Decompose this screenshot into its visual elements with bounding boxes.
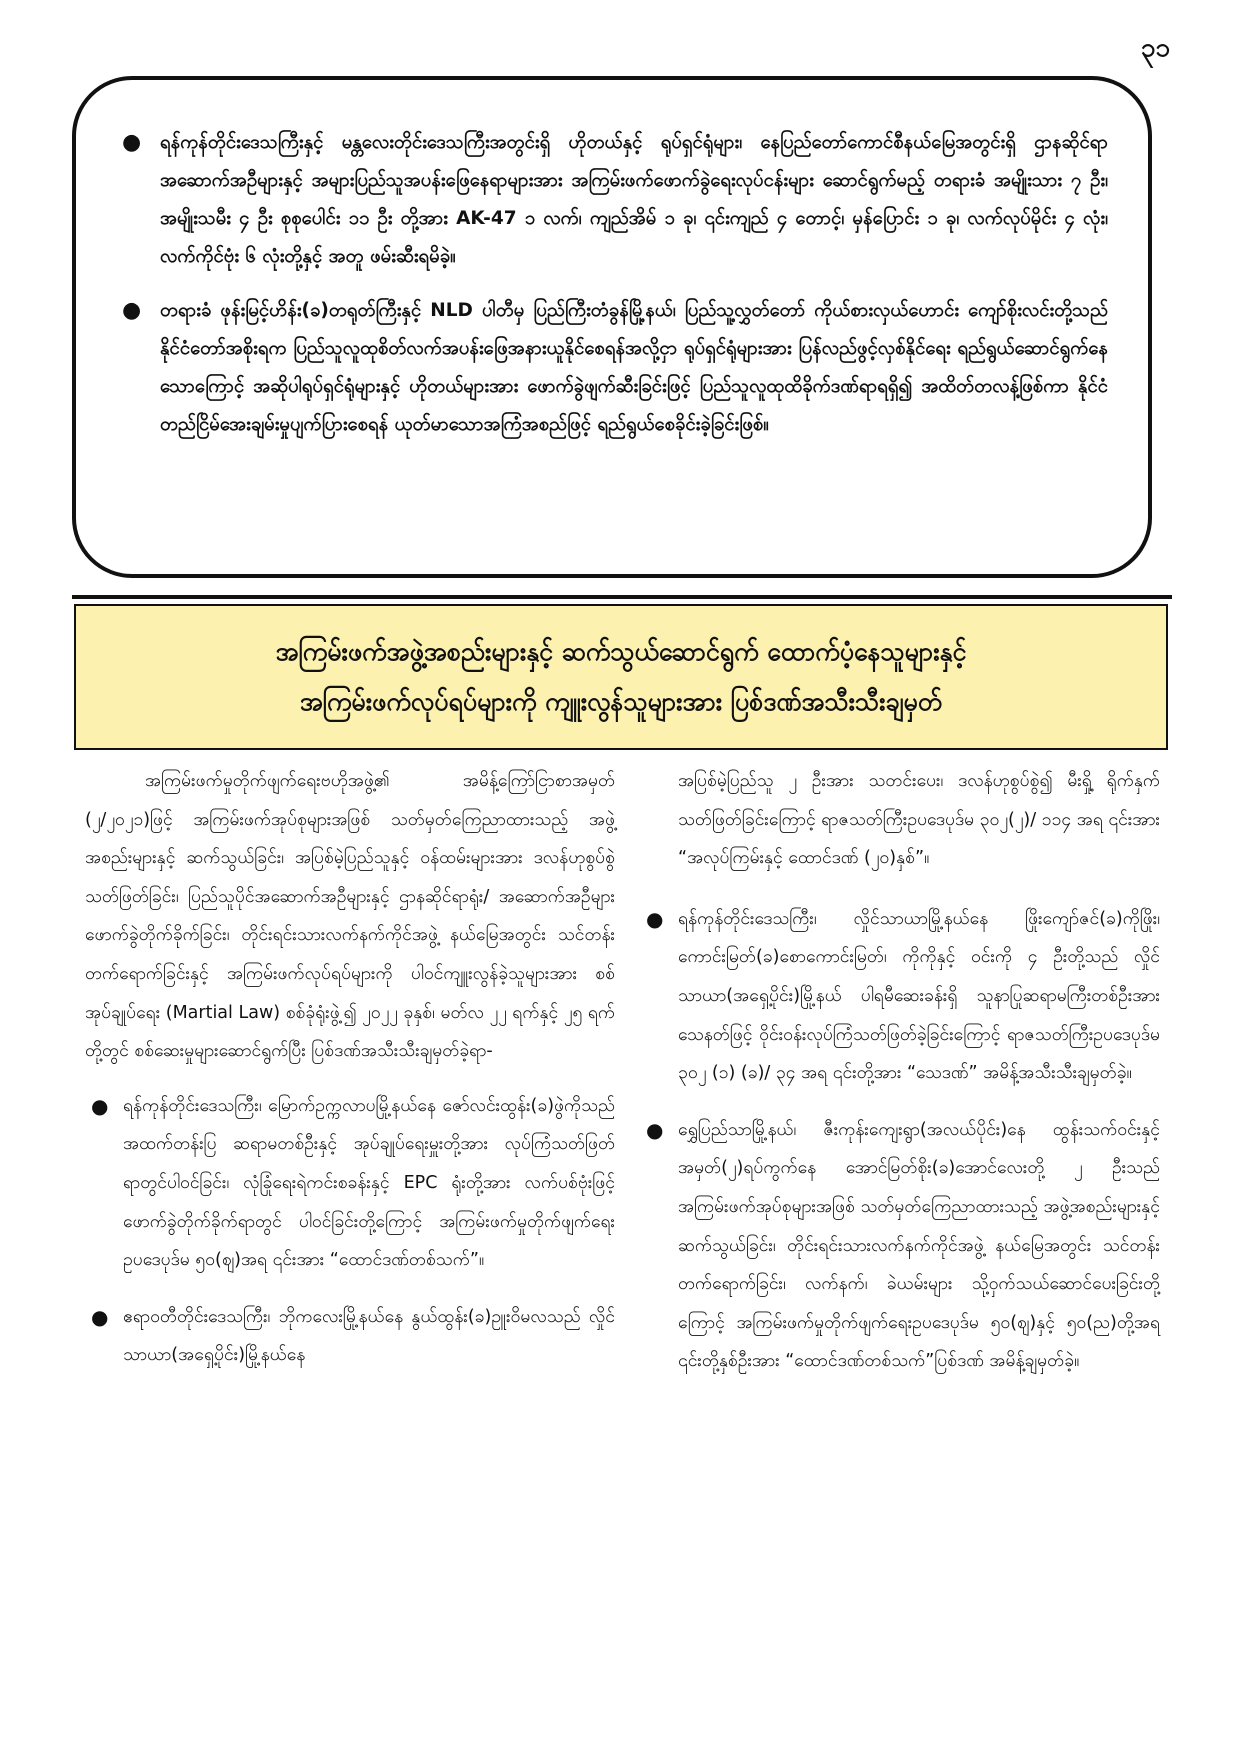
bullet-icon: ●: [122, 298, 142, 323]
bullet-icon: ●: [122, 130, 142, 155]
callout-item-text: ရန်ကုန်တိုင်းဒေသကြီးနှင့် မန္တလေးတိုင်းဒေသကြီးအတွင်းရှိ ဟိုတယ်နှင့် ရုပ်ရှင်ရုံများ၊ နေပြည်တော်ကောင်စီနယ်မြေအတွင်းရှိ ဌာနဆိုင်ရာ အဆောက်အဦများနှင့် အများပြည်သူအပန်းဖြေနေရာများအား အကြမ်းဖက်ဖောက်ခွဲရေးလုပ်ငန်းများ ဆောင်ရွက်မည့် တရားခံ အမျိုးသား ၇ ဦး၊ အမျိုးသမီး ၄ ဦး စုစုပေါင်း ၁၁ ဦး တို့အား AK-47 ၁ လက်၊ ကျည်အိမ် ၁ ခု၊ ၎င်းကျည် ၄ တောင့်၊ မှန်ပြောင်း ၁ ခု၊ လက်လုပ်မိုင်း ၄ လုံး၊ လက်ကိုင်ဗုံး ၆ လုံးတို့နှင့် အတူ ဖမ်းဆီးရမိခဲ့။: [160, 132, 1108, 267]
callout-item: [116, 292, 1108, 444]
continued-paragraph: အပြစ်မဲ့ပြည်သူ ၂ ဦးအား သတင်းပေး၊ ဒလန်ဟုစွပ်စွဲ၍ မီးရှို့ ရိုက်နှက်သတ်ဖြတ်ခြင်းကြောင့် ရာဇသတ်ကြီးဥပဒေပုဒ်မ ၃၀၂(၂)/ ၁၁၄ အရ ၎င်းအား “အလုပ်ကြမ်းနှင့် ထောင်ဒဏ် (၂၀)နှစ်”။: [678, 771, 1160, 869]
right-list: [640, 900, 1160, 1381]
callout-item-text: တရားခံ ဖုန်းမြင့်ဟိန်း(ခ)တရုတ်ကြီးနှင့် NLD ပါတီမှ ပြည်ကြီးတံခွန်မြို့နယ်၊ ပြည်သူ့လွှတ်တော် ကိုယ်စားလှယ်ဟောင်း ကျော်စိုးလင်းတို့သည် နိုင်ငံတော်အစိုးရက ပြည်သူလူထုစိတ်လက်အပန်းဖြေအနားယူနိုင်စေရန်အလို့ငှာ ရုပ်ရှင်ရုံများအား ပြန်လည်ဖွင့်လှစ်နိုင်ရေး ရည်ရွယ်ဆောင်ရွက်နေသောကြောင့် အဆိုပါရုပ်ရှင်ရုံများနှင့် ဟိုတယ်များအား ဖောက်ခွဲဖျက်ဆီးခြင်းဖြင့် ပြည်သူလူထုထိခိုက်ဒဏ်ရာရရှိ၍ အထိတ်တလန့်ဖြစ်ကာ နိုင်ငံတည်ငြိမ်အေးချမ်းမှုပျက်ပြားစေရန် ယုတ်မာသောအကြံအစည်ဖြင့် ရည်ရွယ်စေခိုင်းခဲ့ခြင်းဖြစ်။: [160, 300, 1108, 435]
list-item-text: ရန်ကုန်တိုင်းဒေသကြီး၊ မြောက်ဥက္ကလာပမြို့နယ်နေ ဇော်လင်းထွန်း(ခ)ဖွဲကိုသည် အထက်တန်းပြ ဆရာမတစ်ဦးနှင့် အုပ်ချုပ်ရေးမှူးတို့အား လုပ်ကြံသတ်ဖြတ်ရာတွင်ပါဝင်ခြင်း၊ လုံခြုံရေးရဲကင်းစခန်းနှင့် EPC ရုံးတို့အား လက်ပစ်ဗုံးဖြင့် ဖောက်ခွဲတိုက်ခိုက်ရာတွင် ပါဝင်ခြင်းတို့ကြောင့် အကြမ်းဖက်မှုတိုက်ဖျက်ရေး ဥပဒေပုဒ်မ ၅၀(ဈ)အရ ၎င်းအား “ထောင်ဒဏ်တစ်သက်”။: [123, 1095, 615, 1271]
heading-line-1: အကြမ်းဖက်အဖွဲ့အစည်းများနှင့် ဆက်သွယ်ဆောင်ရွက် ထောက်ပံ့နေသူများနှင့်: [275, 637, 967, 666]
list-item: [85, 1298, 615, 1375]
callout-list: [116, 124, 1108, 444]
right-column: [640, 762, 1160, 1399]
callout-box: [72, 76, 1152, 578]
intro-paragraph: အကြမ်းဖက်မှုတိုက်ဖျက်ရေးဗဟိုအဖွဲ့၏ အမိန့်ကြော်ငြာစာအမှတ် (၂/၂၀၂၁)ဖြင့် အကြမ်းဖက်အုပ်စုများအဖြစ် သတ်မှတ်ကြေညာထားသည့် အဖွဲ့အစည်းများနှင့် ဆက်သွယ်ခြင်း၊ အပြစ်မဲ့ပြည်သူနှင့် ဝန်ထမ်းများအား ဒလန်ဟုစွပ်စွဲသတ်ဖြတ်ခြင်း၊ ပြည်သူပိုင်အဆောက်အဦများနှင့် ဌာနဆိုင်ရာရုံး/ အဆောက်အဦများ ဖောက်ခွဲတိုက်ခိုက်ခြင်း၊ တိုင်းရင်းသားလက်နက်ကိုင်အဖွဲ့ နယ်မြေအတွင်း သင်တန်းတက်ရောက်ခြင်းနှင့် အကြမ်းဖက်လုပ်ရပ်များကို ပါဝင်ကျူးလွန်ခဲ့သူများအား စစ်အုပ်ချုပ်ရေး (Martial Law) စစ်ခုံရုံးဖွဲ့၍ ၂၀၂၂ ခုနှစ်၊ မတ်လ ၂၂ ရက်နှင့် ၂၅ ရက်တို့တွင် စစ်ဆေးမှုများဆောင်ရွက်ပြီး ပြစ်ဒဏ်အသီးသီးချမှတ်ခဲ့ရာ-: [85, 771, 615, 1062]
section-divider: [72, 595, 1172, 599]
list-item-text: ဧရာဝတီတိုင်းဒေသကြီး၊ ဘိုကလေးမြို့နယ်နေ နွယ်ထွန်း(ခ)ဥူးဝိမလသည် လှိုင်သာယာ(အရှေ့ပိုင်း)မြို့နယ်နေ: [123, 1306, 615, 1366]
section-heading: [74, 604, 1168, 750]
callout-item: [116, 124, 1108, 276]
list-item: [640, 900, 1160, 1093]
bullet-icon: ●: [646, 906, 664, 931]
left-column: [85, 762, 615, 1393]
page-number: ၃၁: [1140, 33, 1170, 63]
bullet-icon: ●: [91, 1093, 109, 1118]
left-list: [85, 1087, 615, 1375]
list-item-text: ရွှေပြည်သာမြို့နယ်၊ ဇီးကုန်းကျေးရွာ(အလယ်ပိုင်း)နေ ထွန်းသက်ဝင်းနှင့် အမှတ်(၂)ရပ်ကွက်နေ အောင်မြတ်စိုး(ခ)အောင်လေးတို့ ၂ ဦးသည် အကြမ်းဖက်အုပ်စုများအဖြစ် သတ်မှတ်ကြေညာထားသည့် အဖွဲ့အစည်းများနှင့် ဆက်သွယ်ခြင်း၊ တိုင်းရင်းသားလက်နက်ကိုင်အဖွဲ့ နယ်မြေအတွင်း သင်တန်းတက်ရောက်ခြင်း၊ လက်နက်၊ ခဲယမ်းများ သို့ဝှက်သယ်ဆောင်ပေးခြင်းတို့ကြောင့် အကြမ်းဖက်မှုတိုက်ဖျက်ရေးဥပဒေပုဒ်မ ၅၀(ဈ)နှင့် ၅၀(ည)တို့အရ ၎င်းတို့နှစ်ဦးအား “ထောင်ဒဏ်တစ်သက်”ပြစ်ဒဏ် အမိန့်ချမှတ်ခဲ့။: [678, 1119, 1160, 1372]
bullet-icon: ●: [91, 1304, 109, 1329]
list-item-text: ရန်ကုန်တိုင်းဒေသကြီး၊ လှိုင်သာယာမြို့နယ်နေ ဖြိုးကျော်ဇင်(ခ)ကိုဖြိုး၊ ကောင်းမြတ်(ခ)စောကောင်းမြတ်၊ ကိုကိုနှင့် ဝင်းကို ၄ ဦးတို့သည် လှိုင်သာယာ(အရှေ့ပိုင်း)မြို့နယ် ပါရမီဆေးခန်းရှိ သူနာပြုဆရာမကြီးတစ်ဦးအား သေနတ်ဖြင့် ဝိုင်းဝန်းလုပ်ကြံသတ်ဖြတ်ခဲ့ခြင်းကြောင့် ရာဇသတ်ကြီးဥပဒေပုဒ်မ ၃၀၂ (၁) (ခ)/ ၃၄ အရ ၎င်းတို့အား “သေဒဏ်” အမိန့်အသီးသီးချမှတ်ခဲ့။: [678, 908, 1160, 1084]
heading-line-2: အကြမ်းဖက်လုပ်ရပ်များကို ကျူးလွန်သူများအား ပြစ်ဒဏ်အသီးသီးချမှတ်: [299, 687, 943, 716]
list-item: [85, 1087, 615, 1280]
bullet-icon: ●: [646, 1117, 664, 1142]
list-item: [640, 1111, 1160, 1381]
